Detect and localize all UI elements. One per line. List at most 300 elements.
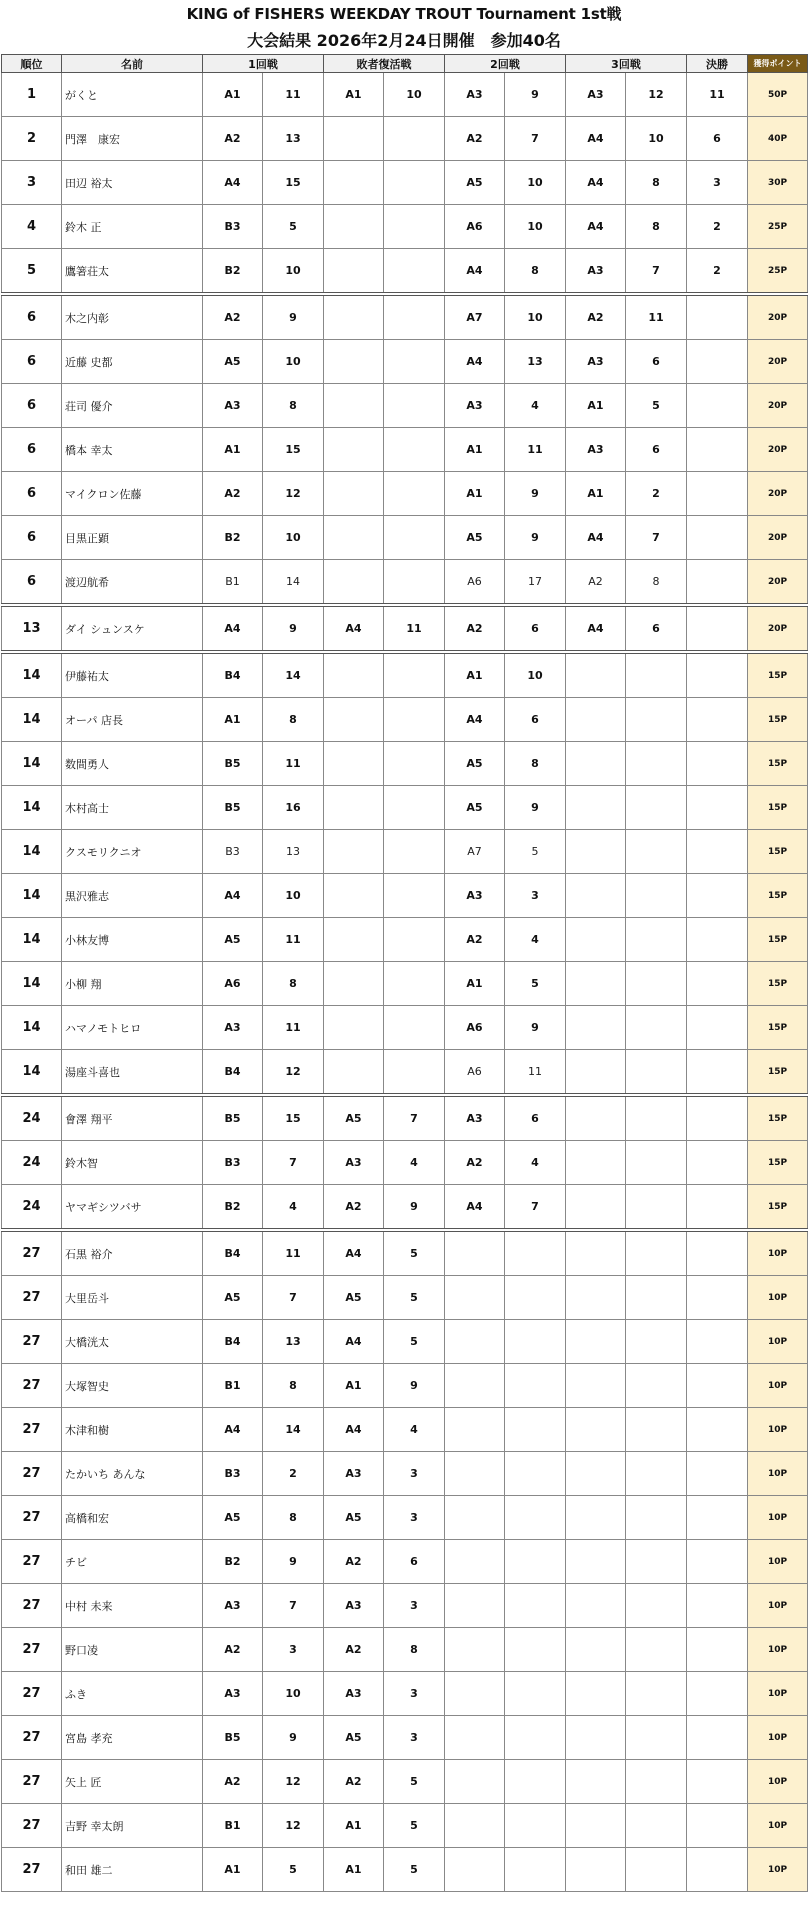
round3-score-cell xyxy=(626,918,687,962)
final-score-cell xyxy=(687,1584,748,1628)
revival-score-cell: 10 xyxy=(384,73,445,117)
table-row xyxy=(2,1185,808,1231)
round1-block-cell: A5 xyxy=(203,1496,263,1540)
rank-cell: 6 xyxy=(2,472,62,516)
name-cell: 目黒正顕 xyxy=(62,516,203,560)
final-score-cell xyxy=(687,1848,748,1892)
name-cell: 木村高士 xyxy=(62,786,203,830)
table-row xyxy=(2,1050,808,1096)
table-row xyxy=(2,1716,808,1760)
revival-score-cell: 5 xyxy=(384,1230,445,1276)
points-cell: 15P xyxy=(748,962,808,1006)
name-cell: 近藤 史都 xyxy=(62,340,203,384)
revival-score-cell xyxy=(384,786,445,830)
round2-score-cell: 11 xyxy=(505,428,566,472)
table-row xyxy=(2,294,808,340)
name-cell: 鈴木 正 xyxy=(62,205,203,249)
round3-block-cell xyxy=(566,1452,626,1496)
table-row xyxy=(2,249,808,295)
round2-score-cell: 8 xyxy=(505,742,566,786)
final-score-cell xyxy=(687,786,748,830)
revival-score-cell xyxy=(384,428,445,472)
revival-score-cell: 4 xyxy=(384,1408,445,1452)
round1-score-cell: 9 xyxy=(263,605,324,652)
points-cell: 10P xyxy=(748,1320,808,1364)
round1-score-cell: 10 xyxy=(263,516,324,560)
round1-score-cell: 11 xyxy=(263,1006,324,1050)
name-cell: チビ xyxy=(62,1540,203,1584)
round2-block-cell xyxy=(445,1230,505,1276)
round2-block-cell: A1 xyxy=(445,962,505,1006)
round1-score-cell: 12 xyxy=(263,472,324,516)
name-cell: ダイ シュンスケ xyxy=(62,605,203,652)
round2-block-cell: A2 xyxy=(445,1141,505,1185)
round1-score-cell: 2 xyxy=(263,1452,324,1496)
round2-block-cell: A1 xyxy=(445,428,505,472)
rank-cell: 6 xyxy=(2,384,62,428)
round1-block-cell: B2 xyxy=(203,516,263,560)
round3-block-cell xyxy=(566,1672,626,1716)
revival-block-cell: A3 xyxy=(324,1141,384,1185)
round1-block-cell: A2 xyxy=(203,294,263,340)
name-cell: 黒沢雅志 xyxy=(62,874,203,918)
header-revival: 敗者復活戦 xyxy=(324,55,445,73)
round1-score-cell: 12 xyxy=(263,1760,324,1804)
round1-block-cell: A6 xyxy=(203,962,263,1006)
round1-score-cell: 7 xyxy=(263,1141,324,1185)
round2-block-cell xyxy=(445,1364,505,1408)
revival-score-cell xyxy=(384,294,445,340)
name-cell: 高橋和宏 xyxy=(62,1496,203,1540)
header-name: 名前 xyxy=(62,55,203,73)
round2-score-cell: 10 xyxy=(505,161,566,205)
name-cell: ふき xyxy=(62,1672,203,1716)
round3-score-cell xyxy=(626,698,687,742)
round2-block-cell: A5 xyxy=(445,516,505,560)
final-score-cell: 11 xyxy=(687,73,748,117)
round3-block-cell: A1 xyxy=(566,384,626,428)
round2-block-cell xyxy=(445,1408,505,1452)
revival-block-cell xyxy=(324,560,384,606)
round1-score-cell: 16 xyxy=(263,786,324,830)
round1-score-cell: 14 xyxy=(263,1408,324,1452)
round1-score-cell: 15 xyxy=(263,428,324,472)
revival-score-cell xyxy=(384,918,445,962)
round2-score-cell: 4 xyxy=(505,384,566,428)
rank-cell: 6 xyxy=(2,340,62,384)
revival-score-cell xyxy=(384,249,445,295)
round3-block-cell xyxy=(566,830,626,874)
round1-block-cell: B2 xyxy=(203,1185,263,1231)
round2-score-cell xyxy=(505,1496,566,1540)
round1-score-cell: 12 xyxy=(263,1050,324,1096)
round1-score-cell: 5 xyxy=(263,1848,324,1892)
final-score-cell xyxy=(687,1760,748,1804)
rank-cell: 27 xyxy=(2,1230,62,1276)
round2-block-cell: A1 xyxy=(445,652,505,698)
points-cell: 15P xyxy=(748,786,808,830)
round2-block-cell: A6 xyxy=(445,205,505,249)
round3-block-cell: A2 xyxy=(566,294,626,340)
table-row xyxy=(2,1804,808,1848)
rank-cell: 2 xyxy=(2,117,62,161)
round3-block-cell: A4 xyxy=(566,605,626,652)
rank-cell: 14 xyxy=(2,874,62,918)
round3-block-cell xyxy=(566,1095,626,1141)
round2-block-cell xyxy=(445,1496,505,1540)
round2-block-cell: A6 xyxy=(445,1050,505,1096)
round3-block-cell xyxy=(566,1364,626,1408)
name-cell: 和田 雄二 xyxy=(62,1848,203,1892)
round1-score-cell: 8 xyxy=(263,1364,324,1408)
round1-block-cell: B3 xyxy=(203,1141,263,1185)
round2-score-cell: 3 xyxy=(505,874,566,918)
round1-score-cell: 4 xyxy=(263,1185,324,1231)
rank-cell: 27 xyxy=(2,1452,62,1496)
revival-score-cell: 3 xyxy=(384,1672,445,1716)
revival-score-cell xyxy=(384,205,445,249)
round3-score-cell xyxy=(626,1496,687,1540)
name-cell: 野口凌 xyxy=(62,1628,203,1672)
round2-score-cell: 7 xyxy=(505,117,566,161)
points-cell: 10P xyxy=(748,1716,808,1760)
name-cell: 木津和樹 xyxy=(62,1408,203,1452)
name-cell: ハマノモトヒロ xyxy=(62,1006,203,1050)
final-score-cell xyxy=(687,1496,748,1540)
round2-score-cell xyxy=(505,1320,566,1364)
round2-score-cell: 4 xyxy=(505,1141,566,1185)
round1-block-cell: B5 xyxy=(203,1716,263,1760)
revival-block-cell: A4 xyxy=(324,1230,384,1276)
name-cell: 荘司 優介 xyxy=(62,384,203,428)
round2-block-cell: A5 xyxy=(445,161,505,205)
round1-score-cell: 8 xyxy=(263,1496,324,1540)
revival-block-cell: A3 xyxy=(324,1672,384,1716)
header-points: 獲得ポイント xyxy=(748,55,808,73)
rank-cell: 1 xyxy=(2,73,62,117)
round2-block-cell xyxy=(445,1540,505,1584)
final-score-cell xyxy=(687,1540,748,1584)
revival-block-cell xyxy=(324,117,384,161)
revival-block-cell: A5 xyxy=(324,1095,384,1141)
name-cell: 宮島 孝充 xyxy=(62,1716,203,1760)
round3-block-cell: A2 xyxy=(566,560,626,606)
revival-score-cell: 5 xyxy=(384,1804,445,1848)
final-score-cell xyxy=(687,1320,748,1364)
round3-block-cell: A4 xyxy=(566,516,626,560)
table-row xyxy=(2,1540,808,1584)
name-cell: 石黒 裕介 xyxy=(62,1230,203,1276)
round2-score-cell: 5 xyxy=(505,962,566,1006)
table-row xyxy=(2,1320,808,1364)
round1-score-cell: 14 xyxy=(263,652,324,698)
round1-score-cell: 8 xyxy=(263,698,324,742)
round2-block-cell: A6 xyxy=(445,560,505,606)
round1-block-cell: A5 xyxy=(203,340,263,384)
table-row xyxy=(2,1095,808,1141)
round3-score-cell xyxy=(626,1320,687,1364)
round1-score-cell: 13 xyxy=(263,1320,324,1364)
revival-block-cell xyxy=(324,786,384,830)
rank-cell: 6 xyxy=(2,560,62,606)
final-score-cell xyxy=(687,1804,748,1848)
round2-score-cell: 9 xyxy=(505,73,566,117)
points-cell: 15P xyxy=(748,652,808,698)
table-row xyxy=(2,652,808,698)
rank-cell: 6 xyxy=(2,428,62,472)
round1-score-cell: 8 xyxy=(263,384,324,428)
round3-score-cell: 8 xyxy=(626,205,687,249)
rank-cell: 24 xyxy=(2,1095,62,1141)
final-score-cell xyxy=(687,830,748,874)
revival-score-cell: 9 xyxy=(384,1185,445,1231)
round2-block-cell xyxy=(445,1804,505,1848)
rank-cell: 27 xyxy=(2,1672,62,1716)
round3-score-cell xyxy=(626,1230,687,1276)
round3-block-cell xyxy=(566,652,626,698)
round1-score-cell: 11 xyxy=(263,742,324,786)
round1-score-cell: 5 xyxy=(263,205,324,249)
round2-block-cell xyxy=(445,1672,505,1716)
header-rank: 順位 xyxy=(2,55,62,73)
revival-score-cell xyxy=(384,742,445,786)
round1-block-cell: A4 xyxy=(203,1408,263,1452)
round1-block-cell: B5 xyxy=(203,1095,263,1141)
round1-score-cell: 12 xyxy=(263,1804,324,1848)
round1-block-cell: B4 xyxy=(203,1230,263,1276)
table-row xyxy=(2,605,808,652)
revival-score-cell: 8 xyxy=(384,1628,445,1672)
points-cell: 15P xyxy=(748,874,808,918)
results-body xyxy=(2,73,808,1892)
revival-score-cell xyxy=(384,874,445,918)
revival-score-cell: 3 xyxy=(384,1584,445,1628)
name-cell: ヤマギシツバサ xyxy=(62,1185,203,1231)
round1-score-cell: 10 xyxy=(263,1672,324,1716)
rank-cell: 14 xyxy=(2,786,62,830)
round1-score-cell: 3 xyxy=(263,1628,324,1672)
name-cell: 伊藤祐太 xyxy=(62,652,203,698)
rank-cell: 27 xyxy=(2,1584,62,1628)
final-score-cell xyxy=(687,516,748,560)
round2-score-cell xyxy=(505,1230,566,1276)
table-row xyxy=(2,874,808,918)
round2-score-cell: 11 xyxy=(505,1050,566,1096)
round3-score-cell xyxy=(626,1141,687,1185)
final-score-cell xyxy=(687,918,748,962)
table-row xyxy=(2,698,808,742)
name-cell: 数間勇人 xyxy=(62,742,203,786)
final-score-cell xyxy=(687,1276,748,1320)
round2-score-cell: 17 xyxy=(505,560,566,606)
table-row xyxy=(2,161,808,205)
round3-block-cell xyxy=(566,962,626,1006)
revival-score-cell xyxy=(384,1006,445,1050)
points-cell: 20P xyxy=(748,560,808,606)
round1-score-cell: 11 xyxy=(263,73,324,117)
revival-score-cell xyxy=(384,698,445,742)
final-score-cell xyxy=(687,1452,748,1496)
round1-block-cell: A3 xyxy=(203,1006,263,1050)
round3-score-cell xyxy=(626,1716,687,1760)
round1-block-cell: A3 xyxy=(203,1584,263,1628)
revival-block-cell xyxy=(324,472,384,516)
name-cell: 矢上 匠 xyxy=(62,1760,203,1804)
final-score-cell: 2 xyxy=(687,249,748,295)
name-cell: 小柳 翔 xyxy=(62,962,203,1006)
table-row xyxy=(2,830,808,874)
round1-score-cell: 13 xyxy=(263,117,324,161)
round1-score-cell: 9 xyxy=(263,1716,324,1760)
final-score-cell xyxy=(687,1628,748,1672)
round1-block-cell: A2 xyxy=(203,1760,263,1804)
table-row xyxy=(2,205,808,249)
name-cell: 鷹箸荘太 xyxy=(62,249,203,295)
points-cell: 10P xyxy=(748,1628,808,1672)
round2-block-cell: A4 xyxy=(445,1185,505,1231)
round2-block-cell: A4 xyxy=(445,698,505,742)
round3-block-cell xyxy=(566,1804,626,1848)
final-score-cell xyxy=(687,1672,748,1716)
round2-block-cell: A7 xyxy=(445,294,505,340)
round2-block-cell: A2 xyxy=(445,605,505,652)
points-cell: 10P xyxy=(748,1672,808,1716)
round2-score-cell: 9 xyxy=(505,516,566,560)
name-cell: 門澤 康宏 xyxy=(62,117,203,161)
round3-score-cell xyxy=(626,830,687,874)
round3-score-cell xyxy=(626,1584,687,1628)
revival-score-cell: 5 xyxy=(384,1320,445,1364)
round3-score-cell xyxy=(626,962,687,1006)
table-row xyxy=(2,1848,808,1892)
revival-score-cell xyxy=(384,516,445,560)
round2-block-cell xyxy=(445,1760,505,1804)
revival-score-cell xyxy=(384,340,445,384)
round1-score-cell: 8 xyxy=(263,962,324,1006)
final-score-cell: 6 xyxy=(687,117,748,161)
round2-block-cell xyxy=(445,1716,505,1760)
points-cell: 50P xyxy=(748,73,808,117)
revival-block-cell xyxy=(324,294,384,340)
revival-block-cell xyxy=(324,742,384,786)
table-row xyxy=(2,516,808,560)
revival-block-cell xyxy=(324,1050,384,1096)
round2-score-cell: 6 xyxy=(505,1095,566,1141)
table-row xyxy=(2,1496,808,1540)
table-row xyxy=(2,1006,808,1050)
revival-block-cell: A4 xyxy=(324,605,384,652)
round3-block-cell: A4 xyxy=(566,161,626,205)
final-score-cell xyxy=(687,1141,748,1185)
final-score-cell xyxy=(687,742,748,786)
revival-block-cell: A1 xyxy=(324,1364,384,1408)
revival-block-cell xyxy=(324,698,384,742)
rank-cell: 14 xyxy=(2,962,62,1006)
round2-score-cell xyxy=(505,1716,566,1760)
round3-block-cell xyxy=(566,1628,626,1672)
round3-score-cell: 11 xyxy=(626,294,687,340)
points-cell: 15P xyxy=(748,698,808,742)
final-score-cell xyxy=(687,1230,748,1276)
header-final: 決勝 xyxy=(687,55,748,73)
points-cell: 10P xyxy=(748,1760,808,1804)
round1-block-cell: B2 xyxy=(203,249,263,295)
revival-score-cell: 11 xyxy=(384,605,445,652)
rank-cell: 14 xyxy=(2,918,62,962)
name-cell: 橋本 幸太 xyxy=(62,428,203,472)
round2-block-cell: A5 xyxy=(445,786,505,830)
revival-score-cell xyxy=(384,161,445,205)
round1-block-cell: B5 xyxy=(203,742,263,786)
table-row xyxy=(2,786,808,830)
final-score-cell xyxy=(687,652,748,698)
round3-block-cell xyxy=(566,1760,626,1804)
final-score-cell xyxy=(687,1408,748,1452)
points-cell: 25P xyxy=(748,249,808,295)
round2-block-cell: A2 xyxy=(445,117,505,161)
name-cell: 中村 未来 xyxy=(62,1584,203,1628)
round3-score-cell xyxy=(626,1672,687,1716)
table-row xyxy=(2,1584,808,1628)
round2-score-cell xyxy=(505,1848,566,1892)
rank-cell: 24 xyxy=(2,1141,62,1185)
name-cell: 大橋洸太 xyxy=(62,1320,203,1364)
final-score-cell xyxy=(687,1716,748,1760)
points-cell: 10P xyxy=(748,1364,808,1408)
round3-score-cell xyxy=(626,742,687,786)
revival-block-cell: A4 xyxy=(324,1320,384,1364)
final-score-cell xyxy=(687,1364,748,1408)
revival-block-cell: A1 xyxy=(324,73,384,117)
name-cell: がくと xyxy=(62,73,203,117)
revival-score-cell: 9 xyxy=(384,1364,445,1408)
round2-score-cell xyxy=(505,1628,566,1672)
final-score-cell xyxy=(687,1050,748,1096)
table-row xyxy=(2,742,808,786)
name-cell: 木之内彰 xyxy=(62,294,203,340)
round3-block-cell xyxy=(566,1540,626,1584)
table-row xyxy=(2,472,808,516)
revival-score-cell: 3 xyxy=(384,1452,445,1496)
round2-score-cell: 9 xyxy=(505,786,566,830)
final-score-cell xyxy=(687,605,748,652)
name-cell: 田辺 裕太 xyxy=(62,161,203,205)
round3-block-cell xyxy=(566,1006,626,1050)
revival-block-cell: A1 xyxy=(324,1848,384,1892)
round3-block-cell xyxy=(566,874,626,918)
round3-score-cell: 12 xyxy=(626,73,687,117)
revival-block-cell: A4 xyxy=(324,1408,384,1452)
table-row xyxy=(2,1141,808,1185)
round2-score-cell xyxy=(505,1364,566,1408)
round3-block-cell: A3 xyxy=(566,249,626,295)
revival-score-cell xyxy=(384,962,445,1006)
points-cell: 20P xyxy=(748,516,808,560)
round2-block-cell: A3 xyxy=(445,73,505,117)
revival-score-cell xyxy=(384,652,445,698)
points-cell: 15P xyxy=(748,918,808,962)
round3-block-cell xyxy=(566,1276,626,1320)
final-score-cell: 2 xyxy=(687,205,748,249)
points-cell: 15P xyxy=(748,1185,808,1231)
round2-score-cell xyxy=(505,1276,566,1320)
round1-score-cell: 7 xyxy=(263,1584,324,1628)
rank-cell: 6 xyxy=(2,294,62,340)
round3-block-cell: A3 xyxy=(566,340,626,384)
final-score-cell xyxy=(687,340,748,384)
round2-score-cell: 8 xyxy=(505,249,566,295)
round3-score-cell: 7 xyxy=(626,249,687,295)
